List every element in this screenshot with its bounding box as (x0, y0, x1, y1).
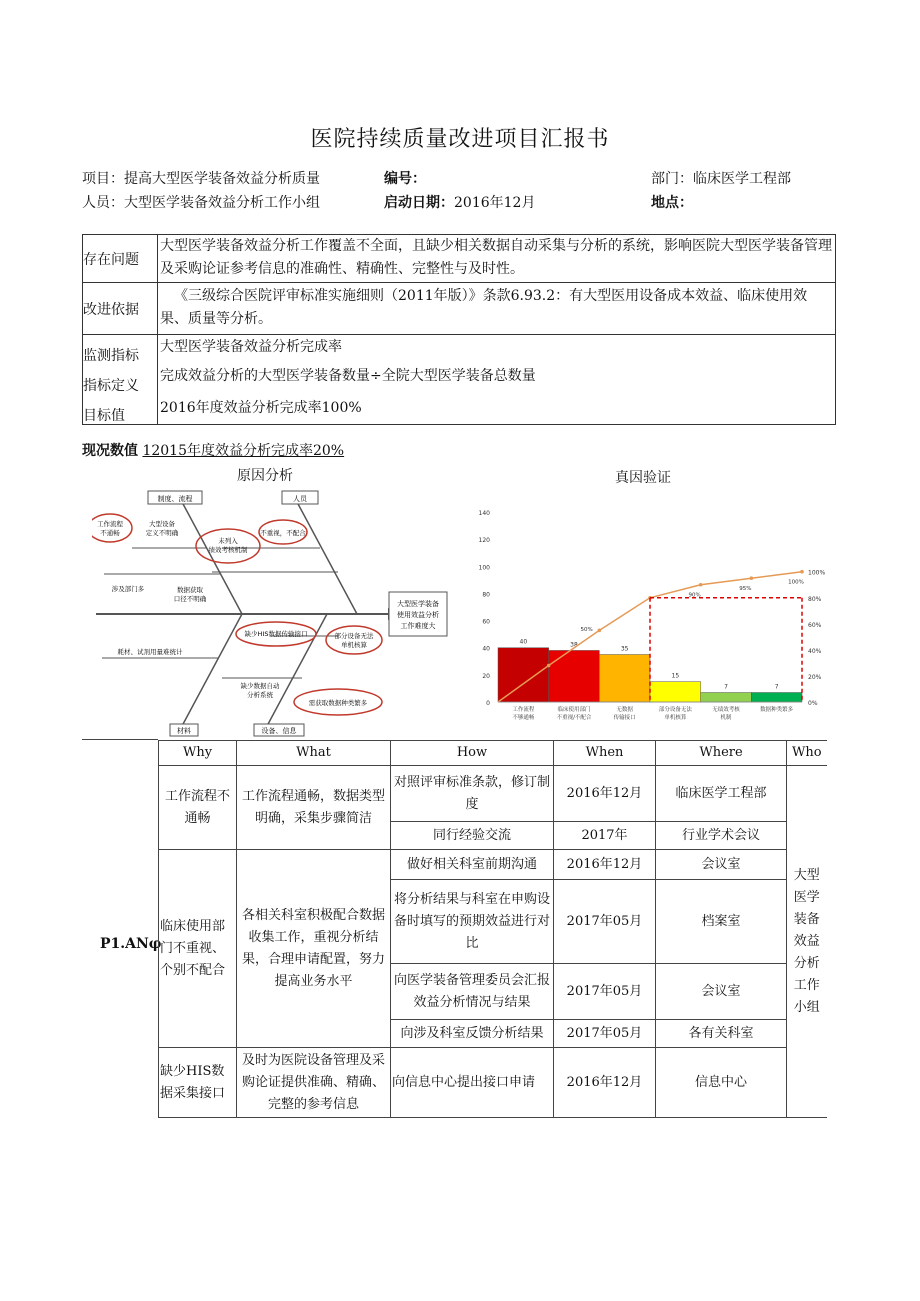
why-cell: 临床使用部门不重视、个别不配合 (159, 850, 237, 1048)
col-why: Why (159, 741, 237, 766)
category-label: 单机核算 (664, 715, 687, 721)
y-tick-label: 60 (482, 618, 490, 626)
how-cell: 向信息中心提出接口申请 (391, 1048, 554, 1118)
who-cell: 大型医学装备效益分析工作小组 (787, 766, 827, 1118)
cause-1b: 不通畅 (100, 529, 120, 537)
cause-8b: 单机核算 (341, 641, 367, 649)
bar-value-label: 38 (570, 641, 578, 649)
pareto-bar (549, 650, 600, 702)
cumulative-label: 95% (739, 586, 752, 593)
y2-tick-label: 100% (808, 569, 826, 577)
basis-label: 改进依据 (83, 283, 158, 335)
plan-side-label (100, 936, 161, 952)
effect-line-1: 大型医学装备 (397, 600, 439, 608)
dept-field: 部门：临床医学工程部 (651, 171, 791, 187)
pareto-bar (751, 693, 802, 703)
category-label: 数据种类繁多 (760, 707, 794, 713)
cumulative-point (699, 583, 703, 587)
cause-6b: 口径不明确 (173, 595, 207, 603)
how-cell: 对照评审标准条款，修订制度 (391, 766, 554, 822)
when-cell: 2017年05月 (554, 880, 656, 964)
y2-tick-label: 20% (808, 673, 822, 681)
cause-1a: 工作流程 (97, 520, 123, 528)
cause-3b: 绩效考核机制 (208, 546, 248, 554)
target-text: 2016年度效益分析完成率100% (160, 400, 362, 416)
how-cell: 同行经验交流 (391, 822, 554, 850)
place-field: 地点： (651, 195, 693, 211)
cause-5: 涉及部门多 (111, 585, 145, 593)
pareto-bar (701, 693, 752, 703)
cumulative-label: 100% (788, 579, 804, 586)
category-label: 机制 (720, 715, 732, 721)
when-cell: 2016年12月 (554, 1048, 656, 1118)
category-material: 材料 (177, 727, 191, 735)
cumulative-point (750, 576, 754, 580)
y-tick-label: 140 (478, 510, 490, 517)
how-cell: 向涉及科室反馈分析结果 (391, 1020, 554, 1048)
category-label: 传输接口 (613, 715, 636, 721)
where-cell: 档案室 (656, 880, 787, 964)
how-cell: 做好相关科室前期沟通 (391, 850, 554, 880)
where-cell: 会议室 (656, 964, 787, 1020)
category-people: 人员 (293, 495, 307, 503)
code-field: 编号： (384, 171, 426, 187)
problem-text: 大型医学装备效益分析工作覆盖不全面，且缺少相关数据自动采集与分析的系统，影响医院大型医学装备管理及采购论证参考信息的准确性、精确性、完整性与及时性。 (158, 235, 836, 283)
cause-2b: 定义不明确 (145, 529, 179, 537)
col-who: Who (787, 741, 827, 766)
effect-line-2: 使用效益分析 (397, 611, 439, 619)
category-label: 不够通畅 (512, 715, 535, 721)
cumulative-label: 50% (580, 626, 593, 633)
col-what: What (237, 741, 391, 766)
cause-10a: 缺少数据自动 (240, 682, 280, 690)
definition-text: 完成效益分析的大型医学装备数量÷全院大型医学装备总数量 (160, 368, 536, 384)
y2-tick-label: 40% (808, 647, 822, 655)
where-cell: 信息中心 (656, 1048, 787, 1118)
definition-label: 指标定义 (83, 378, 139, 394)
cause-4: 不重视，不配合 (260, 529, 306, 537)
fishbone-title: 原因分析 (237, 468, 293, 484)
pareto-chart (468, 500, 828, 738)
start-date-field: 启动日期：2016年12月 (384, 195, 536, 211)
where-cell: 会议室 (656, 850, 787, 880)
cause-6a: 数据获取 (177, 586, 203, 594)
y-tick-label: 100 (478, 564, 490, 572)
cause-2a: 大型设备 (149, 520, 175, 528)
col-when: When (554, 741, 656, 766)
category-label: 临床使用部门 (557, 707, 591, 713)
what-cell: 工作流程通畅，数据类型明确，采集步骤简洁 (237, 766, 391, 850)
y-tick-label: 120 (478, 537, 490, 545)
bar-value-label: 35 (620, 645, 629, 653)
cause-3a: 未列入 (218, 537, 238, 545)
cumulative-point (598, 629, 602, 633)
when-cell: 2017年 (554, 822, 656, 850)
cumulative-point (800, 570, 804, 574)
category-label: 部分设备无法 (658, 707, 692, 713)
y2-tick-label: 80% (808, 595, 822, 603)
status-label: 现况数值 (82, 443, 138, 459)
y-tick-label: 0 (486, 700, 490, 707)
category-label: 无数据 (616, 707, 633, 713)
how-cell: 向医学装备管理委员会汇报效益分析情况与结果 (391, 964, 554, 1020)
how-cell: 将分析结果与科室在申购设备时填写的预期效益进行对比 (391, 880, 554, 964)
why-cell: 工作流程不通畅 (159, 766, 237, 850)
cause-9: 耗材、试剂用量难统计 (117, 648, 183, 656)
info-table (82, 234, 836, 425)
why-cell: 缺少HIS数据采集接口 (159, 1048, 237, 1118)
bar-value-label: 7 (724, 683, 728, 691)
cumulative-point (547, 664, 551, 668)
what-cell: 及时为医院设备管理及采购论证提供准确、精确、完整的参考信息 (237, 1048, 391, 1118)
pareto-bar (650, 682, 701, 702)
people-field: 人员：大型医学装备效益分析工作小组 (82, 195, 320, 211)
cause-10b: 分析系统 (247, 691, 273, 699)
indicator-text: 大型医学装备效益分析完成率 (160, 339, 342, 355)
col-how: How (391, 741, 554, 766)
bar-value-label: 40 (519, 638, 528, 646)
where-cell: 临床医学工程部 (656, 766, 787, 822)
page-title: 医院持续质量改进项目汇报书 (310, 127, 610, 152)
when-cell: 2016年12月 (554, 850, 656, 880)
pareto-bar (498, 648, 549, 702)
y-tick-label: 80 (482, 591, 490, 599)
cause-11: 需获取数据种类繁多 (308, 699, 368, 707)
when-cell: 2016年12月 (554, 766, 656, 822)
where-cell: 各有关科室 (656, 1020, 787, 1048)
y-tick-label: 20 (482, 672, 490, 680)
status-line (82, 440, 344, 460)
y2-tick-label: 60% (808, 621, 822, 629)
status-value: 12015年度效益分析完成率20% (142, 443, 345, 459)
pareto-bar (599, 655, 650, 703)
when-cell: 2017年05月 (554, 964, 656, 1020)
cause-8a: 部分设备无法 (334, 632, 374, 640)
when-cell: 2017年05月 (554, 1020, 656, 1048)
target-label: 目标值 (83, 408, 125, 423)
plan-table (158, 740, 827, 1118)
where-cell: 行业学术会议 (656, 822, 787, 850)
category-label: 不重视/不配合 (556, 715, 592, 721)
indicator-label: 监测指标 (83, 348, 139, 364)
indicator-values (158, 335, 836, 425)
fishbone-diagram (92, 488, 452, 738)
plan-side-text: P1.ANφ (100, 936, 162, 952)
effect-line-3: 工作难度大 (400, 622, 436, 630)
col-where: Where (656, 741, 787, 766)
bar-value-label: 15 (671, 672, 680, 680)
category-label: 工作流程 (512, 707, 535, 713)
project-field: 项目：提高大型医学装备效益分析质量 (82, 171, 320, 187)
cause-7: 缺少HIS数据传输接口 (244, 630, 308, 638)
category-label: 无绩效考核 (712, 707, 740, 713)
problem-label: 存在问题 (83, 235, 158, 283)
indicator-labels (83, 335, 158, 425)
plan-divider (82, 739, 158, 740)
basis-text: 《三级综合医院评审标准实施细则（2011年版）》条款6.93.2：有大型医用设备成本效益、临床使用效果、质量等分析。 (158, 283, 836, 335)
what-cell: 各相关科室积极配合数据收集工作，重视分析结果，合理申请配置，努力提高业务水平 (237, 850, 391, 1048)
category-equipment: 设备、信息 (261, 727, 297, 735)
pareto-title: 真因验证 (615, 470, 671, 486)
y2-tick-label: 0% (808, 700, 818, 707)
category-process: 制度、流程 (157, 495, 193, 503)
y-tick-label: 40 (482, 645, 490, 653)
bar-value-label: 7 (774, 683, 779, 691)
cumulative-label: 90% (688, 592, 701, 599)
